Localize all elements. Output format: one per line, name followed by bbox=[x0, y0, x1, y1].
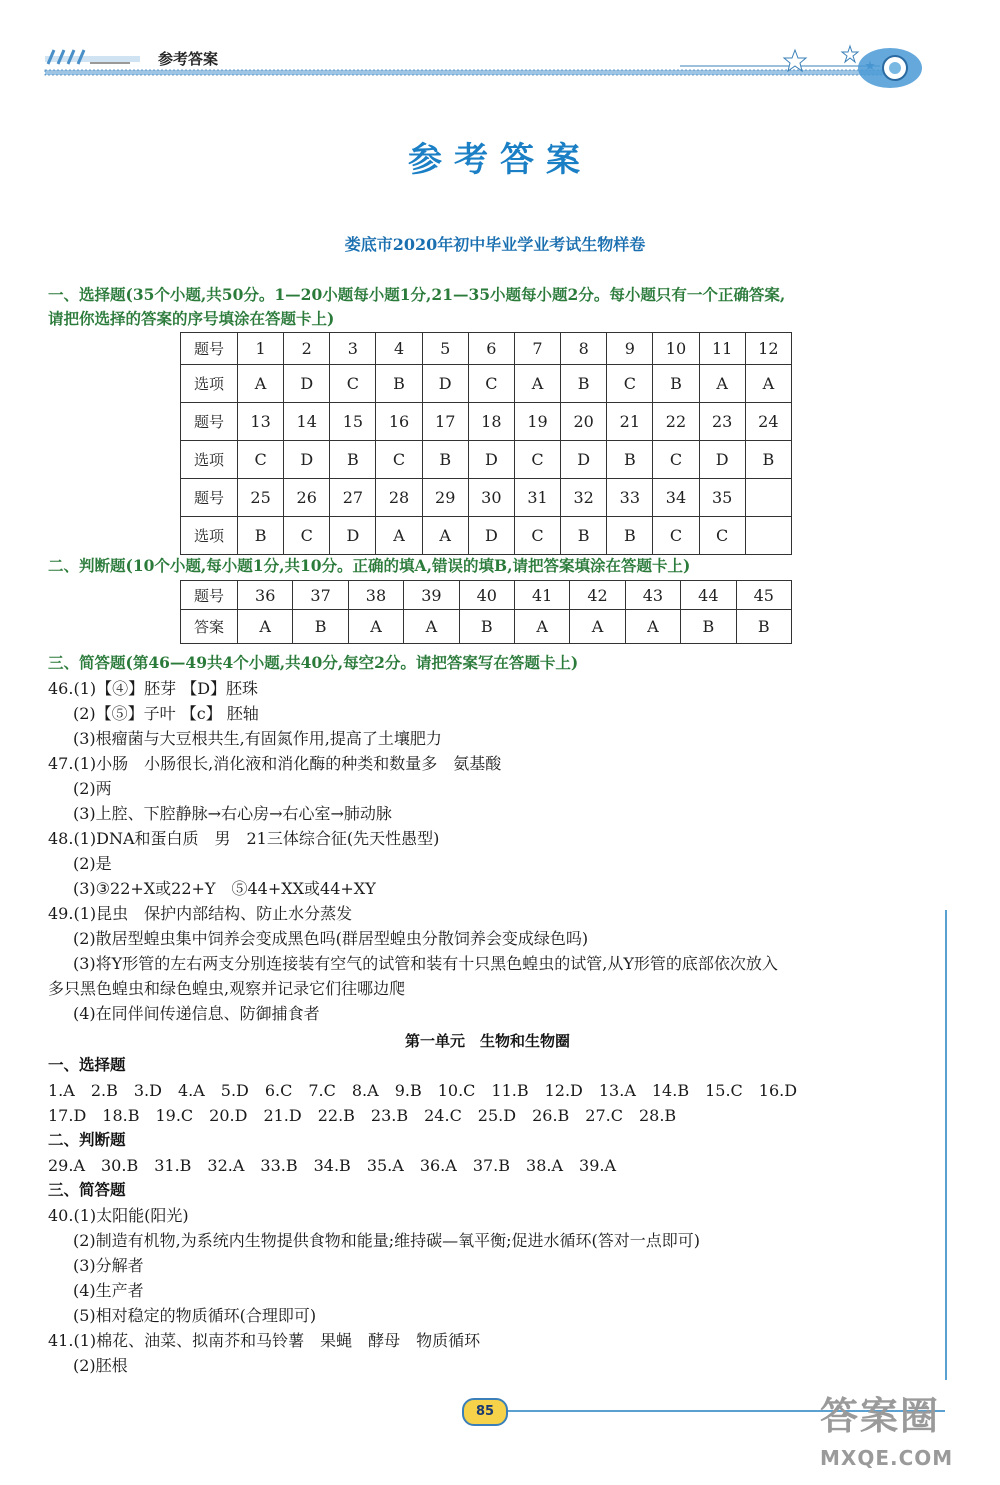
table-row: 选项 A D C B D C A B C B A A bbox=[181, 365, 792, 403]
answer-line: (4)在同伴间传递信息、防御捕食者 bbox=[73, 1004, 320, 1023]
table-row: 题号 25 26 27 28 29 30 31 32 33 34 35 bbox=[181, 479, 792, 517]
answer-line: 17.D 18.B 19.C 20.D 21.D 22.B 23.B 24.C 25.D 26.B 27.C 28.B bbox=[48, 1106, 677, 1125]
unit-section-heading: 一、选择题 bbox=[48, 1055, 126, 1074]
table-row: 题号 13 14 15 16 17 18 19 20 21 22 23 24 bbox=[181, 403, 792, 441]
unit-section-heading: 二、判断题 bbox=[48, 1130, 126, 1149]
answer-line: (5)相对稳定的物质循环(合理即可) bbox=[73, 1306, 317, 1325]
table-row: 选项 C D B C B D C D B C D B bbox=[181, 441, 792, 479]
answer-line: 40.(1)太阳能(阳光) bbox=[48, 1206, 189, 1225]
answer-line: 41.(1)棉花、油菜、拟南芥和马铃薯 果蝇 酵母 物质循环 bbox=[48, 1331, 481, 1350]
answer-line: 46.(1)【④】胚芽 【D】胚珠 bbox=[48, 679, 259, 698]
section-short-answer-heading: 三、简答题(第46—49共4个小题,共40分,每空2分。请把答案写在答题卡上) bbox=[48, 653, 579, 672]
unit-title: 第一单元 生物和生物圈 bbox=[404, 1032, 570, 1050]
answer-line: (2)胚根 bbox=[73, 1356, 128, 1375]
answer-line: 47.(1)小肠 小肠很长,消化液和消化酶的种类和数量多 氨基酸 bbox=[48, 754, 502, 773]
exam-title: 娄底市2020年初中毕业学业考试生物样卷 bbox=[344, 235, 646, 254]
page-header bbox=[0, 0, 1000, 110]
table-row: 答案 A B A A B A A A B B bbox=[181, 610, 792, 644]
answer-line: (2)散居型蝗虫集中饲养会变成黑色吗(群居型蝗虫分散饲养会变成绿色吗) bbox=[73, 929, 589, 948]
answer-line: 1.A 2.B 3.D 4.A 5.D 6.C 7.C 8.A 9.B 10.C 11.B 12.D 13.A 14.B 15.C 16.D bbox=[48, 1081, 798, 1100]
answer-line: (3)根瘤菌与大豆根共生,有固氮作用,提高了土壤肥力 bbox=[73, 729, 442, 748]
globe-circle-icon bbox=[858, 48, 922, 88]
table-row: 题号 36 37 38 39 40 41 42 43 44 45 bbox=[181, 581, 792, 610]
answer-line: (2)【⑤】子叶 【c】 胚轴 bbox=[73, 704, 259, 723]
answer-line: (2)两 bbox=[73, 779, 112, 798]
answer-line: 48.(1)DNA和蛋白质 男 21三体综合征(先天性愚型) bbox=[48, 829, 440, 848]
mc-answer-table bbox=[180, 332, 792, 555]
answer-line: (2)制造有机物,为系统内生物提供食物和能量;维持碳—氧平衡;促进水循环(答对一点即可) bbox=[73, 1231, 701, 1250]
answer-line: (4)生产者 bbox=[73, 1281, 144, 1300]
answer-line: (3)③22+X或22+Y ⑤44+XX或44+XY bbox=[73, 879, 376, 898]
watermark-logo bbox=[820, 1385, 980, 1475]
watermark-logo-text: 答案圈 bbox=[820, 1394, 941, 1438]
answer-line: (2)是 bbox=[73, 854, 112, 873]
unit-section-heading: 三、简答题 bbox=[48, 1180, 126, 1199]
table-row: 题号 1 2 3 4 5 6 7 8 9 10 11 12 bbox=[181, 333, 792, 365]
page-number-badge: 85 bbox=[462, 1398, 508, 1426]
answer-line: 49.(1)昆虫 保护内部结构、防止水分蒸发 bbox=[48, 904, 353, 923]
section-true-false-heading: 二、判断题(10个小题,每小题1分,共10分。正确的填A,错误的填B,请把答案填涂在答题卡上) bbox=[48, 556, 691, 575]
answer-line: (3)将Y形管的左右两支分别连接装有空气的试管和装有十只黑色蝗虫的试管,从Y形管的底部依次放入 bbox=[73, 954, 778, 973]
section-multiple-choice-heading: 一、选择题(35个小题,共50分。1—20小题每小题1分,21—35小题每小题2分。每小题只有一个正确答案, 请把你选择的答案的序号填涂在答题卡上) bbox=[48, 285, 786, 328]
right-border-line bbox=[945, 910, 947, 1380]
header-title: 参考答案 bbox=[158, 50, 219, 68]
answer-line: 29.A 30.B 31.B 32.A 33.B 34.B 35.A 36.A 37.B 38.A 39.A bbox=[48, 1156, 617, 1175]
answer-line: 多只黑色蝗虫和绿色蝗虫,观察并记录它们往哪边爬 bbox=[48, 979, 406, 998]
answer-line: (3)分解者 bbox=[73, 1256, 144, 1275]
answer-line: (3)上腔、下腔静脉→右心房→右心室→肺动脉 bbox=[73, 804, 392, 823]
watermark-url: MXQE.COM bbox=[820, 1446, 954, 1470]
tf-answer-table bbox=[180, 580, 792, 644]
table-row: 选项 B C D A A D C B B C C bbox=[181, 517, 792, 555]
page-title: 参考答案 bbox=[408, 140, 592, 180]
header-banner-decoration bbox=[0, 0, 1000, 110]
